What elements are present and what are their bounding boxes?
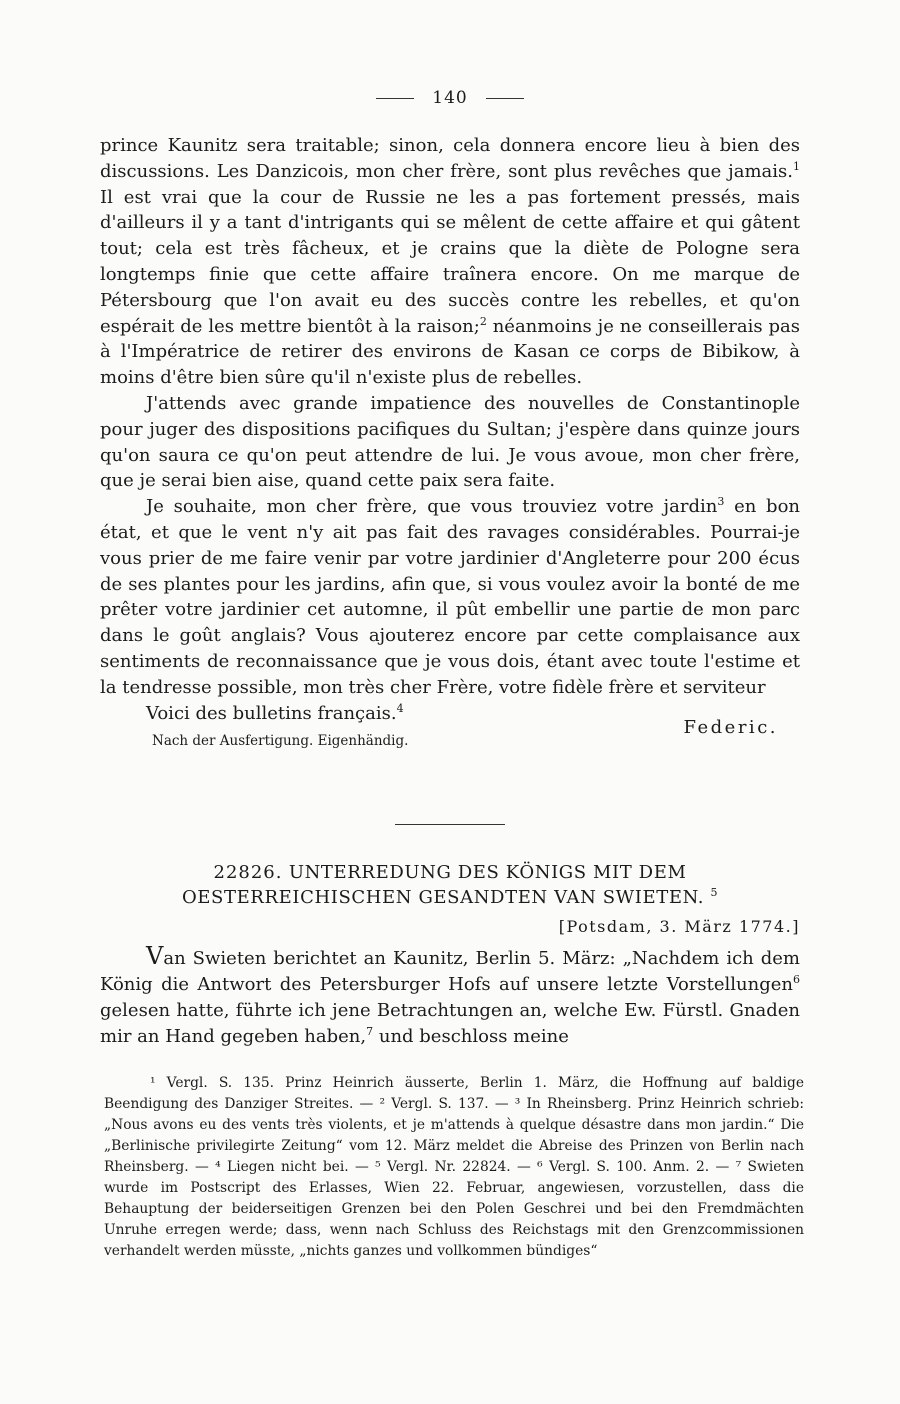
- letter-paragraph-1: prince Kaunitz sera traitable; sinon, cela donnera encore lieu à bien des discussions. Les Danzicois, mon cher frère, sont plus revêches que jamais.$^1$ Il est vrai que la cour de Russie ne les a pas fortement pressés, mais d'ailleurs il y a tant d'intrigants qui se mêlent de cette affaire et qui gâtent tout; cela est très fâcheux, et je crains que la diète de Pologne sera longtemps finie que cette affaire traînera encore. On me marque de Pétersbourg que l'on avait eu des succès contre les rebelles, et qu'on espérait de les mettre bientôt à la raison;$^2$ néanmoins je ne conseillerais pas à l'Impératrice de retirer des environs de Kasan ce corps de Bibikow, à moins d'être bien sûre qu'il n'existe plus de rebelles.: [100, 135, 800, 389]
- postscript: Voici des bulletins français.$^4$: [146, 701, 404, 724]
- footnotes: [104, 1073, 804, 1262]
- letter-closing: [100, 701, 800, 757]
- document-heading: [100, 860, 800, 910]
- dateline: [Potsdam, 3. März 1774.]: [558, 917, 800, 936]
- head-rule-left: [376, 98, 414, 99]
- running-head: [0, 88, 900, 108]
- footnote-ref-1: 1: [793, 159, 800, 173]
- footnote-ref-2: 2: [479, 314, 487, 328]
- signature: Federic.: [683, 716, 778, 738]
- footnote-ref-3: 3: [717, 495, 725, 509]
- head-rule-right: [486, 98, 524, 99]
- source-note: Nach der Ausfertigung. Eigenhändig.: [152, 732, 409, 749]
- footnote-ref-5: 5: [710, 886, 719, 899]
- document-number: 22826.: [213, 862, 283, 883]
- footnote-ref-6: 6: [793, 973, 800, 986]
- footnote-ref-7: 7: [366, 1025, 374, 1038]
- footnote-ref-4: 4: [396, 701, 404, 715]
- report-body: [100, 943, 800, 1050]
- heading-line-2: OESTERREICHISCHEN GESANDTEN VAN SWIETEN. $^5$: [181, 886, 719, 908]
- section-divider: [395, 824, 505, 825]
- letter-body: [100, 133, 800, 757]
- page-number: 140: [432, 88, 468, 108]
- letter-paragraph-2: J'attends avec grande impatience des nouvelles de Constantinople pour juger des dispositions pacifiques du Sultan; j'espère dans quinze jours qu'on saura ce qu'on peut attendre de lui. Je vous avoue, mon cher frère, que je serai bien aise, quand cette paix sera faite.: [100, 392, 800, 492]
- heading-line-1: 22826. UNTERREDUNG DES KÖNIGS MIT DEM: [213, 862, 687, 883]
- report-paragraph: Van Swieten berichtet an Kaunitz, Berlin 5. März: „Nachdem ich dem König die Antwort des Petersburger Hofs auf unsere letzte Vorstellungen$^6$ gelesen hatte, führte ich jene Betrachtungen an, welche Ew. Fürstl. Gnaden mir an Hand gegeben haben,$^7$ und beschloss meine: [100, 942, 800, 1047]
- letter-paragraph-3: Je souhaite, mon cher frère, que vous trouviez votre jardin$^3$ en bon état, et que le vent n'y ait pas fait des ravages considérables. Pourrai-je vous prier de me faire venir par votre jardinier d'Angleterre pour 200 écus de ses plantes pour les jardins, afin que, si vous voulez avoir la bonté de me prêter votre jardinier cet automne, il pût embellir une partie de mon parc dans le goût anglais? Vous ajouterez encore par cette complaisance aux sentiments de reconnaissance que je vous dois, étant avec toute l'estime et la tendresse possible, mon très cher Frère, votre fidèle frère et serviteur: [100, 495, 801, 698]
- footnote-text: ¹ Vergl. S. 135. Prinz Heinrich äusserte, Berlin 1. März, die Hoffnung auf baldige Beendigung des Danziger Streites. — ² Vergl. S. 137. — ³ In Rheinsberg. Prinz Heinrich schrieb: „Nous avons eu des vents très violents, et je m'attends à quelque désastre dans mon jardin.“ Die „Berlinische privilegirte Zeitung“ vom 12. März meldet die Abreise des Prinzen von Berlin nach Rheinsberg. — ⁴ Liegen nicht bei. — ⁵ Vergl. Nr. 22824. — ⁶ Vergl. S. 100. Anm. 2. — ⁷ Swieten wurde im Postscript des Erlasses, Wien 22. Februar, angewiesen, vorzustellen, dass die Behauptung der beiderseitigen Grenzen bei den Polen Geschrei und bei den Fremdmächten Unruhe erregen werde; dass, wenn nach Schluss des Reichstags mit den Grenzcommissionen verhandelt werden müsste, „nichts ganzes und vollkommen bündiges“: [104, 1075, 804, 1259]
- initial-letter: V: [146, 942, 164, 970]
